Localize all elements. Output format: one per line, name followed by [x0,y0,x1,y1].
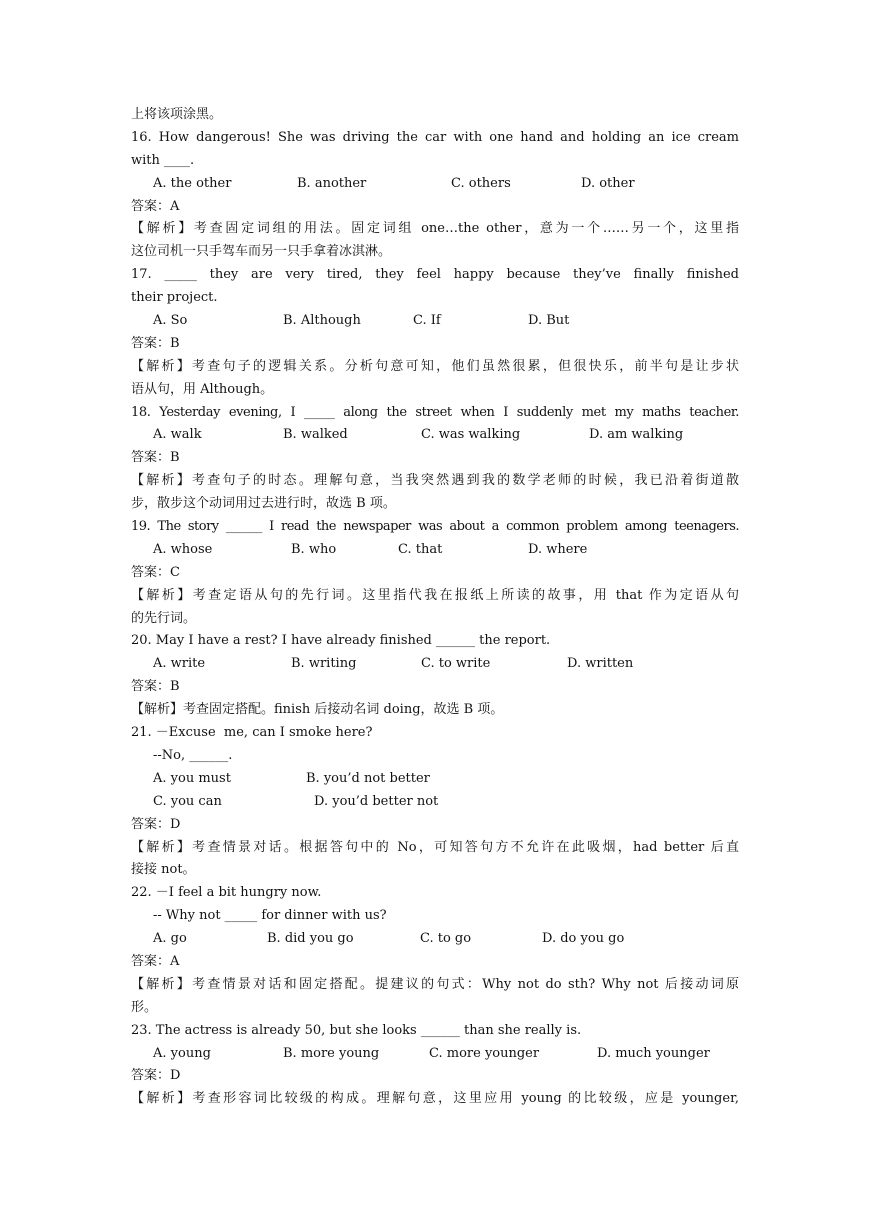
option-c: C. was walking [421,427,521,443]
option-b: B. another [297,175,367,191]
question-20-answer: 答案：B [131,679,180,695]
question-22-stem: 22. －I feel a bit hungry now. [131,885,322,901]
question-18-options [131,424,739,447]
question-18-answer: 答案：B [131,450,180,466]
question-17-stem: 17. _____ they are very tired, they feel happy because they’ve finally finished [131,267,739,283]
question-19-stem: 19. The story ______ I read the newspaper was about a common problem among teenagers. [131,519,739,535]
option-b: B. Although [283,313,361,329]
question-19-options [131,539,739,562]
question-21-reply: --No, ______. [153,747,233,763]
question-21-explanation: 【解析】考查情景对话。根据答句中的 No，可知答句方不允许在此吸烟，had better 后直 [131,839,739,855]
option-d: D. other [581,175,635,191]
question-22-reply: -- Why not _____ for dinner with us? [153,908,387,924]
option-d: D. am walking [589,427,684,443]
question-22-options [131,928,739,951]
question-23-options [131,1043,739,1066]
question-19-explanation-cont: 的先行词。 [131,610,197,626]
option-c: C. others [451,175,511,191]
option-c: C. more younger [429,1045,540,1061]
option-a: A. whose [153,541,213,557]
question-21-stem: 21. －Excuse me, can I smoke here? [131,725,373,741]
question-16-options [131,173,739,196]
question-18-explanation: 【解析】考查句子的时态。理解句意，当我突然遇到我的数学老师的时候，我已沿着街道散 [131,473,739,489]
question-23-stem: 23. The actress is already 50, but she looks ______ than she really is. [131,1022,582,1038]
option-b: B. who [291,541,337,557]
option-a: A. the other [153,175,232,191]
option-d: D. But [528,313,570,329]
question-19-answer: 答案：C [131,564,180,580]
question-21-explanation-cont: 接接 not。 [131,862,196,878]
option-b: B. writing [291,656,357,672]
question-21-options-row2 [131,791,739,814]
question-19-explanation: 【解析】考查定语从句的先行词。这里指代我在报纸上所读的故事，用 that 作为定语从句 [131,587,739,603]
question-20-options [131,653,739,676]
option-a: A. So [153,313,188,329]
question-18-explanation-cont: 步，散步这个动词用过去进行时，故选 B 项。 [131,496,396,512]
question-21-answer: 答案：D [131,816,181,832]
option-a: A. go [153,931,187,947]
question-16-explanation: 【解析】考查固定词组的用法。固定词组 one…the other，意为一个……另一个，这里指 [131,221,739,237]
option-c: C. If [413,313,441,329]
question-18-stem: 18. Yesterday evening, I _____ along the street when I suddenly met my maths teacher. [131,404,739,420]
option-c: C. that [398,541,443,557]
question-23-explanation: 【解析】考查形容词比较级的构成。理解句意，这里应用 young 的比较级，应是 younger, [131,1091,739,1107]
option-c: C. you can [153,793,222,809]
option-d: D. where [528,541,588,557]
question-16-explanation-cont: 这位司机一只手驾车而另一只手拿着冰淇淋。 [131,244,392,260]
option-a: A. you must [153,770,231,786]
option-d: D. much younger [597,1045,710,1061]
question-22-explanation: 【解析】考查情景对话和固定搭配。提建议的句式：Why not do sth? Why not 后接动词原 [131,976,739,992]
option-a: A. young [153,1045,211,1061]
question-16-stem: 16. How dangerous! She was driving the car with one hand and holding an ice cream [131,129,739,145]
question-20-explanation: 【解析】考查固定搭配。finish 后接动名词 doing，故选 B 项。 [131,702,504,718]
question-17-answer: 答案：B [131,335,180,351]
option-d: D. you’d better not [314,793,439,809]
option-d: D. do you go [542,931,625,947]
intro-text: 上将该项涂黑。 [131,107,223,122]
question-17-explanation: 【解析】考查句子的逻辑关系。分析句意可知，他们虽然很累，但很快乐，前半句是让步状 [131,358,739,374]
question-22-answer: 答案：A [131,953,180,969]
document-page [131,104,739,1111]
option-a: A. walk [153,427,202,443]
question-22-explanation-cont: 形。 [131,999,158,1015]
question-17-explanation-cont: 语从句，用 Although。 [131,381,274,397]
question-17-options [131,310,739,333]
option-b: B. you’d not better [306,770,430,786]
question-23-answer: 答案：D [131,1068,181,1084]
option-a: A. write [153,656,206,672]
option-b: B. did you go [267,931,354,947]
question-20-stem: 20. May I have a rest? I have already finished ______ the report. [131,633,551,649]
option-b: B. walked [283,427,348,443]
question-16-stem-cont: with ____. [131,152,195,168]
option-b: B. more young [283,1045,380,1061]
question-16-answer: 答案：A [131,198,180,214]
option-c: C. to write [421,656,491,672]
option-d: D. written [567,656,634,672]
question-21-options-row1 [131,768,739,791]
question-17-stem-cont: their project. [131,290,218,306]
option-c: C. to go [420,931,472,947]
